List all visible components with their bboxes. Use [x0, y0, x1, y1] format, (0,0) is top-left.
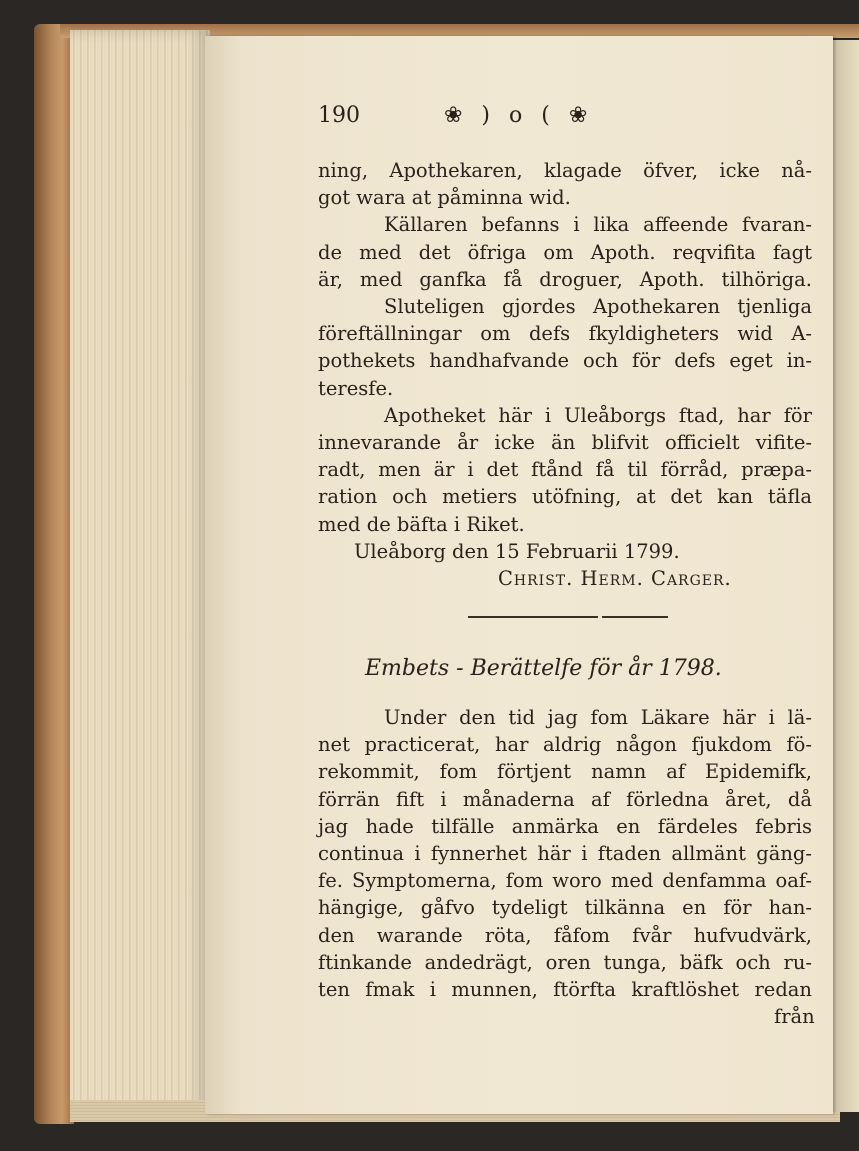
- text-line: jag hade tilfälle anmärka en färdeles febris: [318, 814, 812, 838]
- text-line: ten fmak i munnen, ftörfta kraftlöshet redan: [318, 978, 812, 1001]
- signature: Christ. Herm. Carger.: [498, 567, 732, 590]
- text-line: förrän fift i månaderna af förledna året, då: [318, 787, 812, 811]
- text-line: teresfe.: [318, 376, 394, 400]
- text-line: Uleåborg den 15 Februarii 1799.: [354, 539, 680, 563]
- catchword: från: [774, 1005, 815, 1028]
- text-line: med de bäfta i Riket.: [318, 512, 525, 536]
- facing-page-edge: [833, 40, 859, 1112]
- text-line: pothekets handhafvande och för defs eget in-: [318, 349, 812, 373]
- section-rule: [468, 616, 598, 618]
- text-line: hängige, gåfvo tydeligt tilkänna en för han-: [318, 896, 812, 920]
- text-line: Under den tid jag fom Läkare här i lä-: [384, 706, 812, 729]
- text-line: föreftällningar om defs fkyldigheters wid A-: [318, 322, 812, 346]
- header-ornament: ❀ ) o ( ❀: [444, 103, 594, 128]
- book-cover-edge: [34, 24, 74, 1124]
- section-title: Embets - Berättelfe för år 1798.: [365, 656, 722, 681]
- text-line: continua i fynnerhet här i ftaden allmänt gäng-: [318, 842, 812, 865]
- text-line: den warande röta, fåfom fvår hufvudvärk,: [318, 923, 812, 947]
- text-line: Sluteligen gjordes Apothekaren tjenliga: [384, 295, 812, 318]
- running-header: [318, 102, 658, 132]
- text-line: de med det öfriga om Apoth. reqvifita fagt: [318, 240, 812, 264]
- text-line: rekommit, fom förtjent namn af Epidemifk,: [318, 760, 812, 784]
- text-line: fe. Symptomerna, fom woro med denfamma oaf-: [318, 869, 812, 893]
- section-rule-right: [602, 616, 668, 618]
- text-line: innevarande år icke än blifvit officielt vifite-: [318, 431, 812, 454]
- text-line: ftinkande andedrägt, oren tunga, bäfk och ru-: [318, 950, 812, 974]
- text-line: radt, men är i det ftånd få til förråd, præpa-: [318, 458, 812, 482]
- text-line: net practicerat, har aldrig någon fjukdom fö-: [318, 733, 812, 757]
- text-line: Källaren befanns i lika affeende fvaran-: [384, 213, 812, 237]
- page-number: 190: [318, 103, 360, 128]
- text-line: ration och metiers utöfning, at det kan täfla: [318, 485, 812, 509]
- text-line: got wara at påminna wid.: [318, 186, 571, 210]
- text-line: Apotheket här i Uleåborgs ftad, har för: [384, 403, 812, 427]
- text-line: är, med ganfka få droguer, Apoth. tilhöriga.: [318, 267, 812, 291]
- text-line: ning, Apothekaren, klagade öfver, icke nå-: [318, 159, 812, 182]
- page-stack: [70, 30, 210, 1118]
